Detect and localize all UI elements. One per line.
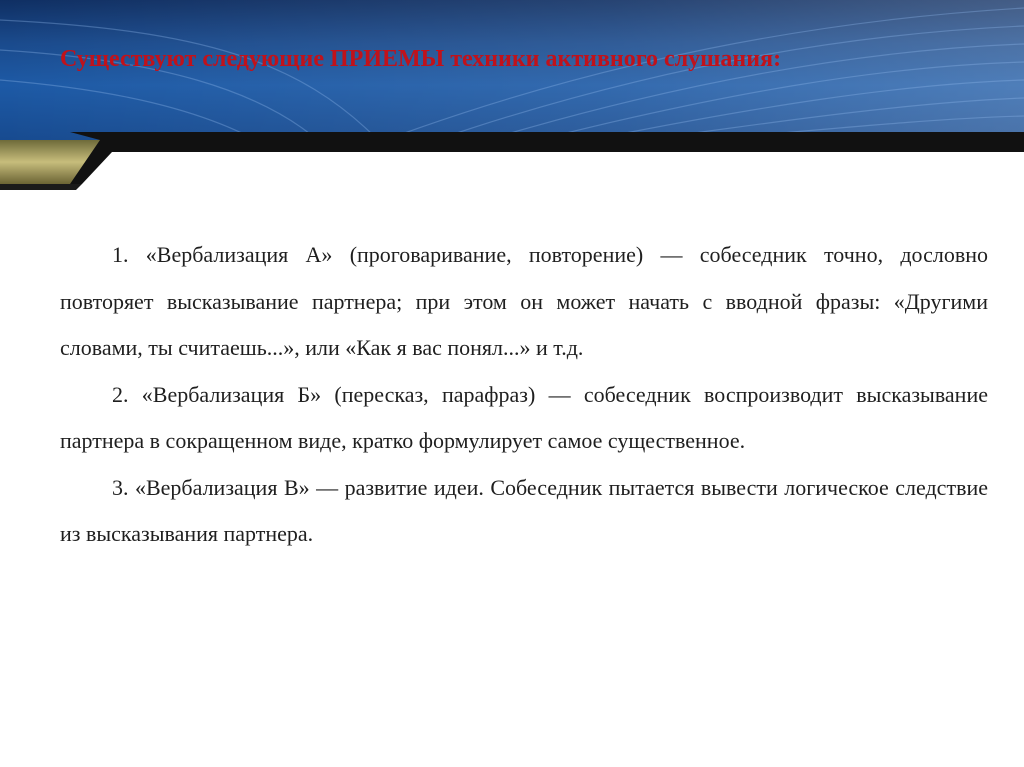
- divider-bar: [0, 132, 1024, 192]
- paragraph-verbalization-c: 3. «Вербализация В» — развитие идеи. Собеседник пытается вывести логическое следствие из высказывания партнера.: [60, 474, 988, 546]
- header-background: [0, 0, 1024, 142]
- slide-title: Существуют следующие ПРИЕМЫ техники активного слушания:: [60, 46, 782, 72]
- paragraph-verbalization-a: 1. «Вербализация А» (проговаривание, повторение) — собеседник точно, дословно повторяет высказывание партнера; при этом он может начать с вводной фразы: «Другими словами, ты считаешь...», или «Как я вас понял...» и т.д.: [60, 242, 988, 360]
- black-bar-shape: [70, 132, 1024, 184]
- slide-content: [60, 232, 988, 558]
- paragraph-verbalization-b: 2. «Вербализация Б» (пересказ, парафраз) — собеседник воспроизводит высказывание партнера в сокращенном виде, кратко формулирует самое существенное.: [60, 381, 988, 453]
- header-divider: [0, 132, 1024, 192]
